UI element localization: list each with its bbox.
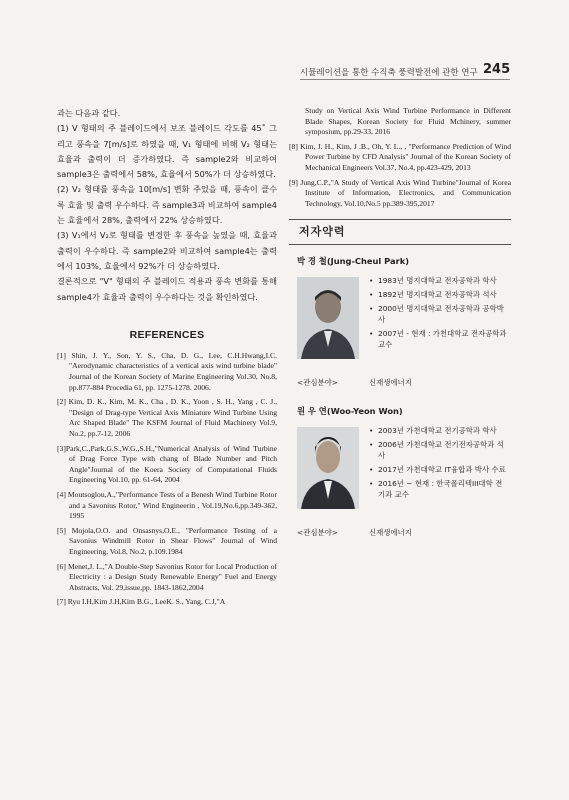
- author-name: 원 우 연(Woo-Yeon Won): [297, 406, 403, 417]
- right-column: [289, 106, 511, 541]
- author-interest: [289, 527, 511, 541]
- page-number: 245: [483, 62, 511, 77]
- reference-entry: [9] Jung,C.P.,"A Study of Vertical Axis Wind Turbine"Journal of Korea Institute of Information, Electronics, and Communication Technology, Vol.10,No.5 pp.389-395,2017: [289, 177, 511, 208]
- reference-entry: [4] Moutsoglou,A.,"Performance Tests of a Benesh Wind Turbine Rotor and a Savonius Rotor," Wind Engineerin , Vol.19,No.6,pp.349-362, 1995: [57, 489, 277, 521]
- reference-entry: [1] Shin, J. Y., Son, Y. S., Cha, D. G., Lee, C.H.Hwang,I.C. "Aerodynamic characteristics of a vertical axis wind turbine blade" Journal of the Korean Society of Marine Engineering Vol.30, No.8, pp.877-884 Procedia 61, pp. 1275-1278. 2006.: [57, 350, 277, 392]
- bio-item: • 1983년 명지대학교 전자공학과 학사: [369, 275, 509, 286]
- interest-value: 신재생에너지: [369, 528, 412, 538]
- interest-value: 신재생에너지: [369, 378, 412, 388]
- reference-entry-continued: Study on Vertical Axis Wind Turbine Performance in Different Blade Shapes, Korean Society for Fluid Mchinery, summer symposium, pp.29-33, 2016: [305, 106, 511, 137]
- references-title: REFERENCES: [129, 328, 205, 341]
- body-paragraph: (1) V 형태의 주 블레이드에서 보조 블레이드 각도를 45˚ 그리고 풍속을 7[m/s]로 하였을 때, V₁ 형태에 비해 V₂ 형태는 효율과 출력이 더 증가하였다. 즉 sample2와 비교하여 sample3은 출력에서 58%, 효율에서 50%가 더 상승하였다.: [57, 123, 277, 180]
- header-rule: [300, 79, 510, 80]
- author-bio-list: [369, 275, 509, 353]
- bio-item: • 2016년 ~ 현재 : 한국폴리텍III대학 전기과 교수: [369, 478, 509, 500]
- running-title: 시뮬레이션을 통한 수직축 풍력발전에 관한 연구: [300, 68, 478, 78]
- reference-entry: [3]Park,C.,Park,G.S.,W.G.,S.H.,"Numerical Analysis of Wind Turbine of Drag Force Type with chang of Blade Number and Pitch Angle"Journal of the Koera Society of Computational Fluids Engineering Vol.10, pp. 61-64, 2004: [57, 443, 277, 485]
- left-column: [57, 106, 277, 612]
- reference-entry: [2] Kim, D. K., Kim, M. K., Cha , D. K., Yoon , S. H., Yang , C. J., "Design of Drag-type Vertical Axis Miniature Wind Turbine Using Arc Shaped Blade" The KSFM Journal of Fluid Machinery Vol.9, No.2, pp.7-12, 2006: [57, 397, 277, 439]
- author-photo: [297, 427, 359, 509]
- author-block: [289, 275, 511, 377]
- author-photo: [297, 277, 359, 359]
- interest-label: <관심분야>: [297, 378, 338, 388]
- author-bio-list: [369, 425, 509, 503]
- reference-entry: [8] Kim, J. H., Kim, J .B., Oh, Y. L., , "Performance Prediction of Wind Power Turbine by CFD Analysis" Journal of the Korean Society of Mechanical Engineers Vol.37, No.4, pp.423-429, 2013: [289, 141, 511, 172]
- body-paragraph: (2) V₂ 형태를 풍속을 10[m/s] 변화 주었을 때, 풍속이 클수록 효율 및 출력 우수하다. 즉 sample3과 비교하여 sample4는 효율에서 28%, 출력에서 22% 상승하였다.: [57, 184, 277, 226]
- body-paragraph: 과는 다음과 같다.: [57, 108, 121, 118]
- body-paragraph: 결론적으로 "V" 형태의 주 블레이드 적용과 풍속 변화를 통해 sample4가 효율과 출력이 우수하다는 것을 확인하였다.: [57, 276, 277, 302]
- author-interest: [289, 377, 511, 391]
- bio-item: • 1892년 명지대학교 전자공학과 석사: [369, 289, 509, 300]
- bio-item: • 2017년 가천대학교 IT융합과 박사 수료: [369, 464, 509, 475]
- reference-entry: [5] Mojola,O.O. and Onsasnys,O.E., "Performance Testing of a Savonius Windmill Rotor in Shear Flows" Journal of Wind Engineering, Vol.8, No.2, p.109.1984: [57, 525, 277, 556]
- bio-item: • 2007년 - 현재 : 가천대학교 전자공학과 교수: [369, 328, 509, 350]
- bio-item: • 2006년 가천대학교 전기전자공학과 석사: [369, 439, 509, 461]
- bio-item: • 2003년 가천대학교 전기공학과 학사: [369, 425, 509, 436]
- interest-label: <관심분야>: [297, 528, 338, 538]
- author-name: 박 경 철(Jung-Cheul Park): [297, 256, 410, 267]
- author-block: [289, 425, 511, 527]
- body-paragraph: (3) V₁에서 V₂로 형태를 변경한 후 풍속을 높였을 때, 효율과 출력이 우수하다. 즉 sample2와 비교하여 sample4는 출력에서 103%, 효율에서 92%가 더 상승하였다.: [57, 230, 277, 271]
- bio-item: • 2000년 명지대학교 전자공학과 공학박사: [369, 303, 509, 325]
- reference-entry: [6] Menet,J. L.,"A Double-Step Savonius Rotor for Local Production of Electricity : a Design Study Renewable Energy" Fuel and Energy Abstracts, Vol. 29,issue,pp. 1843-1862,2004: [57, 561, 277, 592]
- authors-heading: 저자약력: [289, 219, 511, 245]
- reference-entry: [7] Ryu I.H,Kim J.H,Kim B.G., LeeK. S., Yang, C.J,"A: [57, 597, 226, 607]
